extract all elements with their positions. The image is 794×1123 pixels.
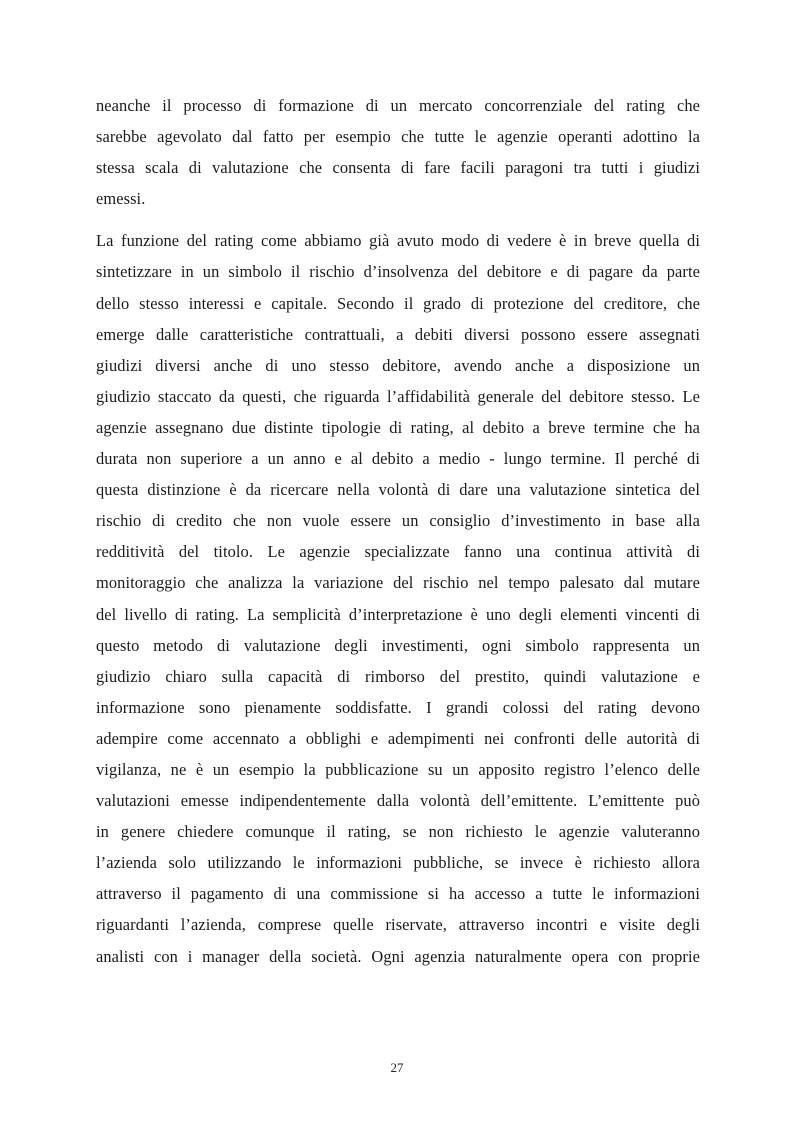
text-line: durata non superiore a un anno e al debito a medio - lungo termine. Il perché di [96, 449, 700, 469]
paragraph-2 [96, 225, 700, 971]
text-line: stessa scala di valutazione che consenta di fare facili paragoni tra tutti i giudizi [96, 158, 700, 178]
text-line: giudizi diversi anche di uno stesso debitore, avendo anche a disposizione un [96, 355, 700, 375]
paragraph-1 [96, 90, 700, 214]
text-line: giudizio staccato da questi, che riguarda l’affidabilità generale del debitore stesso. Le [96, 386, 700, 406]
text-line: in genere chiedere comunque il rating, se non richiesto le agenzie valuteranno [96, 822, 700, 842]
text-line: agenzie assegnano due distinte tipologie di rating, al debito a breve termine che ha [96, 417, 700, 437]
text-line: attraverso il pagamento di una commissione si ha accesso a tutte le informazioni [96, 884, 700, 904]
text-line: redditività del titolo. Le agenzie specializzate fanno una continua attività di [96, 542, 700, 562]
text-line: l’azienda solo utilizzando le informazioni pubbliche, se invece è richiesto allora [96, 853, 700, 873]
text-line: questo metodo di valutazione degli investimenti, ogni simbolo rappresenta un [96, 635, 700, 655]
text-line: dello stesso interessi e capitale. Secondo il grado di protezione del creditore, che [96, 293, 700, 313]
text-line: neanche il processo di formazione di un mercato concorrenziale del rating che [96, 96, 700, 115]
text-line: informazione sono pienamente soddisfatte. I grandi colossi del rating devono [96, 697, 700, 717]
text-line: monitoraggio che analizza la variazione del rischio nel tempo palesato dal mutare [96, 573, 700, 593]
text-line: del livello di rating. La semplicità d’interpretazione è uno degli elementi vincenti di [96, 604, 700, 624]
body-text [96, 90, 700, 972]
text-line: valutazioni emesse indipendentemente dalla volontà dell’emittente. L’emittente può [96, 791, 700, 811]
text-line: sintetizzare in un simbolo il rischio d’insolvenza del debitore e di pagare da parte [96, 262, 700, 282]
page-number: 27 [390, 1060, 404, 1075]
text-line: giudizio chiaro sulla capacità di rimborso del prestito, quindi valutazione e [96, 666, 700, 686]
text-line: adempire come accennato a obblighi e adempimenti nei confronti delle autorità di [96, 728, 700, 748]
text-line: vigilanza, ne è un esempio la pubblicazione su un apposito registro l’elenco delle [96, 759, 700, 779]
text-line: riguardanti l’azienda, comprese quelle riservate, attraverso incontri e visite degli [96, 915, 700, 935]
text-line: emerge dalle caratteristiche contrattuali, a debiti diversi possono essere assegnati [96, 324, 700, 344]
paragraph-spacer [96, 214, 700, 225]
text-line: La funzione del rating come abbiamo già avuto modo di vedere è in breve quella di [96, 231, 700, 251]
text-line: rischio di credito che non vuole essere un consiglio d’investimento in base alla [96, 511, 700, 531]
text-line: emessi. [96, 189, 146, 209]
text-line: questa distinzione è da ricercare nella volontà di dare una valutazione sintetica del [96, 480, 700, 500]
text-line: sarebbe agevolato dal fatto per esempio che tutte le agenzie operanti adottino la [96, 127, 700, 147]
text-line: analisti con i manager della società. Ogni agenzia naturalmente opera con proprie [96, 946, 700, 966]
